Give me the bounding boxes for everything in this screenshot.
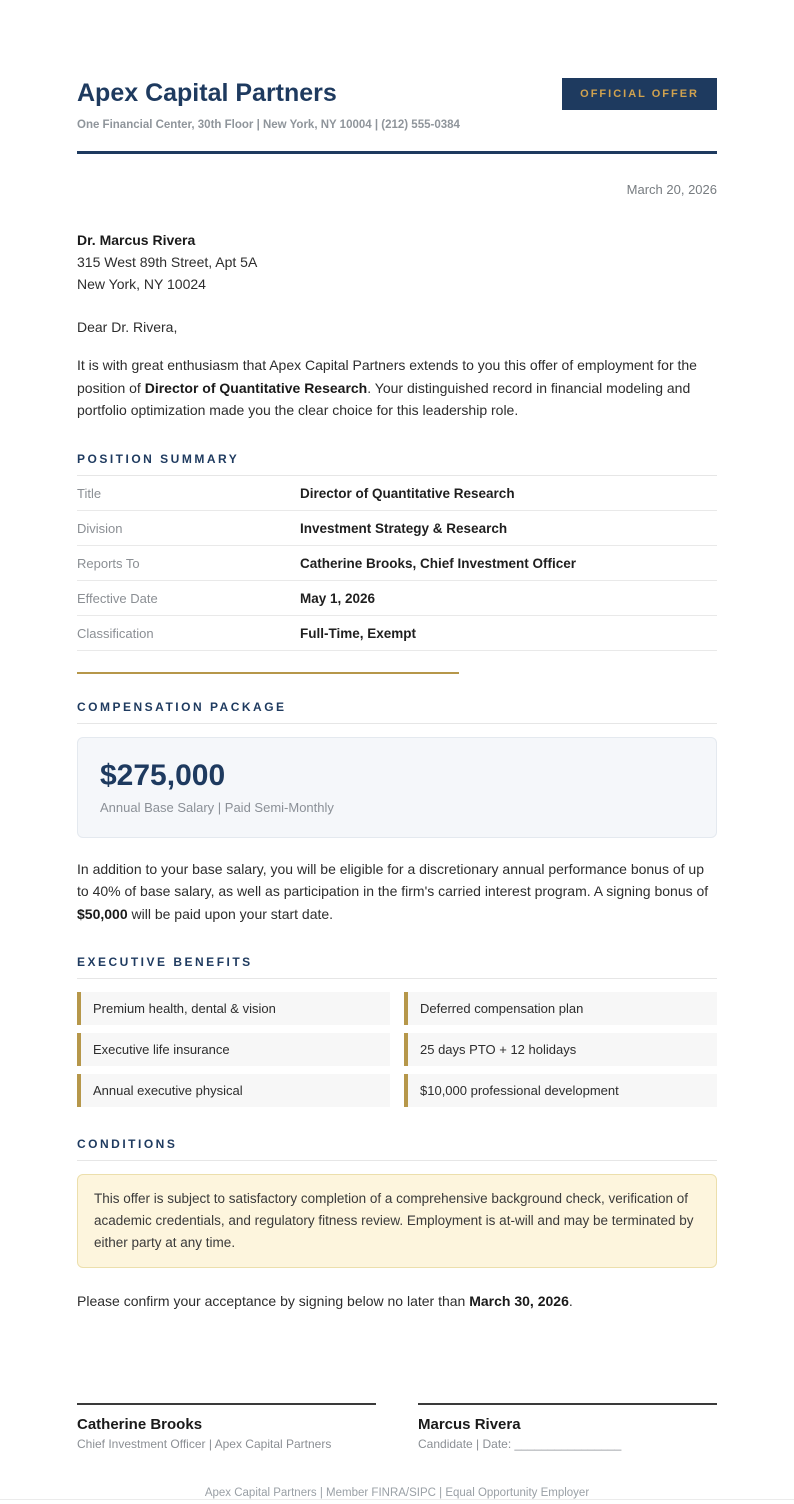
- salary-amount: $275,000: [100, 758, 226, 792]
- benefits-heading: EXECUTIVE BENEFITS: [77, 955, 717, 979]
- benefit-item: Annual executive physical: [77, 1074, 390, 1107]
- page-bottom-edge: [0, 1499, 794, 1500]
- intro-text-start: It is with great enthusiasm that Apex Capital Partners extends to you this offer of employment for the position of: [77, 357, 697, 396]
- row-label: Classification: [77, 625, 154, 641]
- table-row: [77, 476, 717, 511]
- recipient-address-block: [77, 229, 717, 295]
- acceptance-text-start: Please confirm your acceptance by signing below no later than: [77, 1293, 470, 1309]
- compensation-heading: COMPENSATION PACKAGE: [77, 700, 717, 724]
- row-value: Director of Quantitative Research: [300, 485, 515, 501]
- intro-paragraph: [77, 354, 717, 422]
- intro-text-end: . Your distinguished record in financial modeling and portfolio optimization made you the clear choice for this leadership role.: [77, 379, 691, 418]
- letterhead: [77, 78, 717, 110]
- signer-name: Catherine Brooks: [77, 1415, 203, 1433]
- company-contact-line: One Financial Center, 30th Floor | New York, NY 10004 | (212) 555-0384: [77, 119, 460, 131]
- table-row: [77, 616, 717, 651]
- position-summary-heading: POSITION SUMMARY: [77, 452, 717, 476]
- official-offer-badge: OFFICIAL OFFER: [562, 78, 717, 110]
- signer-title-with-date-blank: Candidate | Date: ________________: [418, 1436, 622, 1451]
- acceptance-paragraph: [77, 1290, 717, 1313]
- signing-bonus-amount-bold: $50,000: [77, 905, 128, 922]
- table-row: [77, 511, 717, 546]
- position-summary-table: [77, 476, 717, 651]
- row-label: Effective Date: [77, 590, 158, 606]
- position-title-bold: Director of Quantitative Research: [144, 379, 368, 396]
- recipient-address-line1: 315 West 89th Street, Apt 5A: [77, 254, 258, 270]
- row-value: Catherine Brooks, Chief Investment Officer: [300, 555, 577, 571]
- signature-block-employer: [77, 1403, 376, 1451]
- salary-caption: Annual Base Salary | Paid Semi-Monthly: [100, 799, 334, 815]
- benefit-item: $10,000 professional development: [404, 1074, 717, 1107]
- row-value: Full-Time, Exempt: [300, 625, 417, 641]
- salutation: Dear Dr. Rivera,: [77, 319, 178, 335]
- benefits-grid: [77, 992, 717, 1107]
- benefit-item: 25 days PTO + 12 holidays: [404, 1033, 717, 1066]
- conditions-notice-box: This offer is subject to satisfactory completion of a comprehensive background check, verification of academic credentials, and regulatory fitness review. Employment is at-will and may be terminated by either party at any time.: [77, 1174, 717, 1268]
- table-row: [77, 546, 717, 581]
- row-label: Reports To: [77, 555, 140, 571]
- recipient-name: Dr. Marcus Rivera: [77, 232, 196, 248]
- signer-title: Chief Investment Officer | Apex Capital Partners: [77, 1436, 332, 1451]
- letter-date: March 20, 2026: [626, 182, 717, 197]
- signature-line: [418, 1403, 717, 1405]
- salary-highlight-box: [77, 737, 717, 838]
- row-value: Investment Strategy & Research: [300, 520, 508, 536]
- signature-line: [77, 1403, 376, 1405]
- company-block: [77, 78, 337, 108]
- signature-section: [77, 1403, 717, 1451]
- bonus-text-end: will be paid upon your start date.: [127, 905, 334, 922]
- benefit-item: Deferred compensation plan: [404, 992, 717, 1025]
- row-value: May 1, 2026: [300, 590, 376, 606]
- signature-block-candidate: [418, 1403, 717, 1451]
- acceptance-text-end: .: [568, 1293, 573, 1309]
- table-row: [77, 581, 717, 616]
- row-label: Division: [77, 520, 123, 536]
- gold-divider: [77, 672, 459, 674]
- bonus-paragraph: [77, 858, 717, 926]
- row-label: Title: [77, 485, 102, 501]
- conditions-heading: CONDITIONS: [77, 1137, 717, 1161]
- company-name: Apex Capital Partners: [77, 79, 337, 107]
- document-footer: Apex Capital Partners | Member FINRA/SIPC | Equal Opportunity Employer: [204, 1486, 590, 1499]
- letterhead-divider: [77, 151, 717, 154]
- recipient-address-line2: New York, NY 10024: [77, 276, 206, 292]
- bonus-text-start: In addition to your base salary, you will be eligible for a discretionary annual performance bonus of up to 40% of base salary, as well as participation in the firm's carried interest program. A signing bonus of: [77, 860, 709, 899]
- signer-name: Marcus Rivera: [418, 1415, 521, 1433]
- acceptance-deadline-bold: March 30, 2026: [469, 1293, 569, 1309]
- benefit-item: Premium health, dental & vision: [77, 992, 390, 1025]
- benefit-item: Executive life insurance: [77, 1033, 390, 1066]
